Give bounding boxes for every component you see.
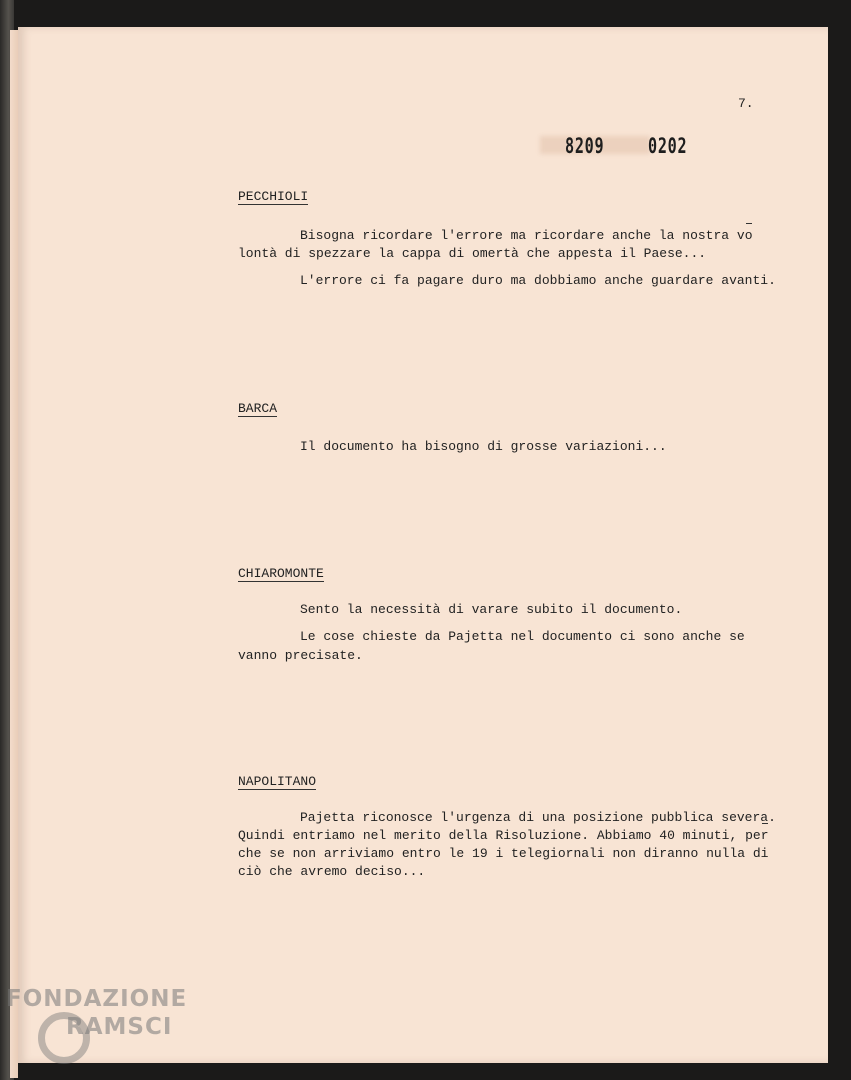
previous-page-edge [10,30,18,1078]
line-end-mark: r [760,828,769,843]
speech-line: Il documento ha bisogno di grosse variazioni... [300,439,667,454]
watermark-line1: FONDAZIONE [6,986,188,1012]
document-page [18,27,828,1063]
speaker-name: CHIAROMONTE [238,566,324,581]
speaker-name: BARCA [238,401,278,416]
page-number: 7. [738,96,754,111]
speech-line: che se non arriviamo entro le 19 i telegiornali non diranno nulla di [238,846,769,861]
speech-line: lontà di spezzare la cappa di omertà che appesta il Paese... [238,246,707,261]
speech-line: Pajetta riconosce l'urgenza di una posizione pubblica severa. [300,810,776,825]
speech-line: Sento la necessità di varare subito il documento. [300,602,683,617]
archive-stamp-left: 8209 [565,134,605,158]
speech-line: L'errore ci fa pagare duro ma dobbiamo anche guardare avanti. [300,273,776,288]
archive-stamp-right: 0202 [648,134,688,158]
speech-line: Le cose chieste da Pajetta nel documento ci sono anche se [300,629,745,644]
fondazione-gramsci-watermark [4,986,214,1076]
speech-line: ciò che avremo deciso... [238,864,426,879]
watermark-line2: RAMSCI [66,1014,173,1040]
line-end-mark: o [744,228,753,243]
speech-line: Bisogna ricordare l'errore ma ricordare anche la nostra vo [300,228,753,243]
speech-line: Quindi entriamo nel merito della Risoluzione. Abbiamo 40 minuti, per [238,828,769,843]
speech-line: vanno precisate. [238,648,363,663]
speaker-name: PECCHIOLI [238,189,309,204]
speaker-name: NAPOLITANO [238,774,317,789]
